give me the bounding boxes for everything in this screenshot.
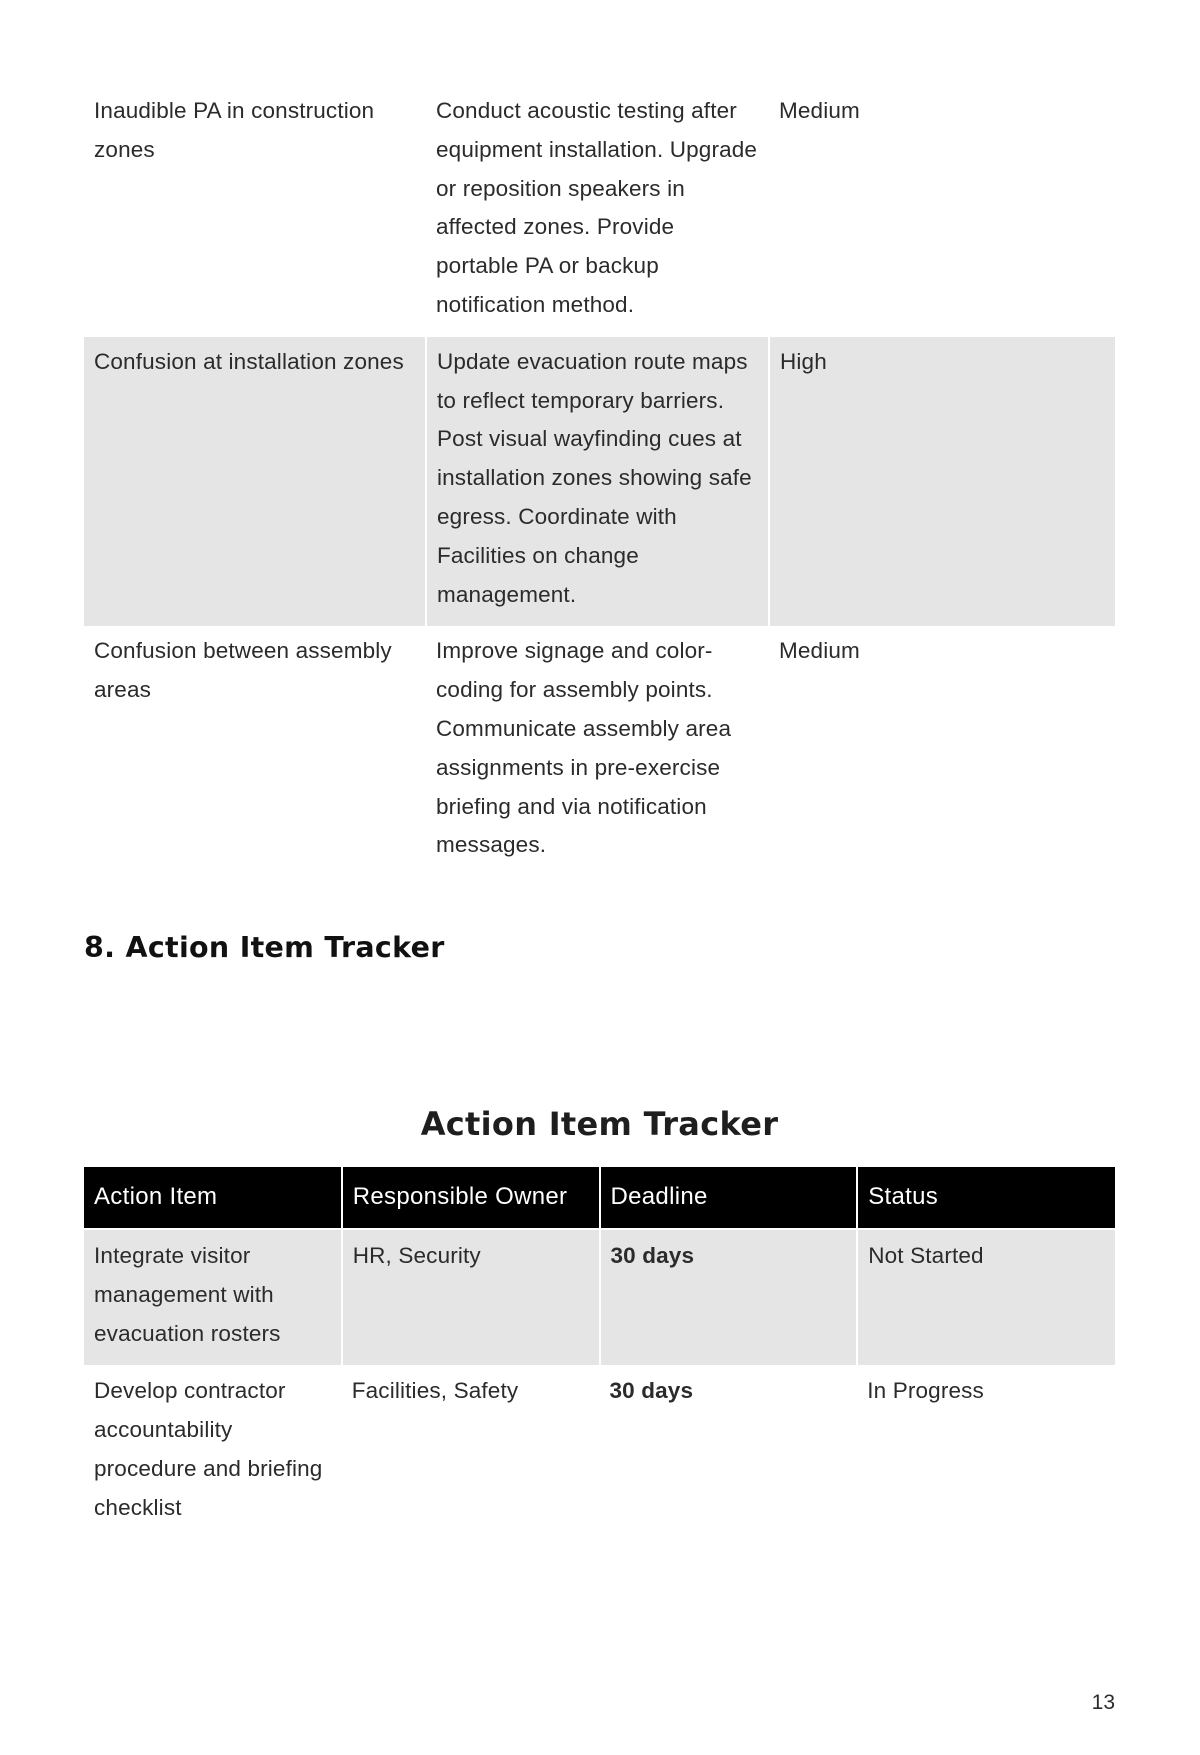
action-item-cell: Develop contractor accountability procedure and briefing checklist	[94, 1378, 323, 1520]
page-number: 13	[1091, 1691, 1115, 1714]
table-row	[84, 337, 1115, 627]
table-row	[84, 1365, 1115, 1539]
mitigation-cell: Update evacuation route maps to reflect temporary barriers. Post visual wayfinding cues at installation zones showing safe egress. Coordinate with Facilities on change management.	[426, 337, 769, 627]
status-cell: In Progress	[867, 1378, 984, 1404]
owner-cell: Facilities, Safety	[351, 1378, 519, 1404]
table-row	[84, 86, 1115, 337]
header-responsible-owner: Responsible Owner	[342, 1167, 600, 1229]
section-heading: 8. Action Item Tracker	[84, 931, 445, 964]
table-row	[84, 626, 1115, 877]
priority-cell: Medium	[779, 638, 860, 664]
table-header-row	[84, 1167, 1115, 1229]
header-deadline: Deadline	[600, 1167, 858, 1229]
deadline-cell: 30 days	[609, 1378, 694, 1404]
table-row	[84, 1229, 1115, 1365]
action-item-tracker-table	[84, 1167, 1115, 1540]
priority-cell: Medium	[779, 98, 860, 123]
tracker-title: Action Item Tracker	[420, 1105, 779, 1143]
mitigation-cell: Improve signage and color-coding for assembly points. Communicate assembly area assignments in pre-exercise briefing and via notification messages.	[436, 638, 732, 858]
deadline-cell: 30 days	[600, 1229, 858, 1365]
risk-cell: Confusion at installation zones	[84, 337, 426, 627]
mitigation-cell: Conduct acoustic testing after equipment installation. Upgrade or reposition speakers in affected zones. Provide portable PA or backup notification method.	[436, 98, 758, 317]
risk-mitigation-table	[84, 86, 1115, 877]
risk-cell: Inaudible PA in construction zones	[94, 98, 375, 162]
status-cell: Not Started	[857, 1229, 1115, 1365]
priority-cell: High	[769, 337, 1115, 627]
risk-cell: Confusion between assembly areas	[94, 638, 392, 703]
header-action-item: Action Item	[84, 1167, 342, 1229]
owner-cell: HR, Security	[342, 1229, 600, 1365]
action-item-cell: Integrate visitor management with evacuation rosters	[84, 1229, 342, 1365]
header-status: Status	[857, 1167, 1115, 1229]
